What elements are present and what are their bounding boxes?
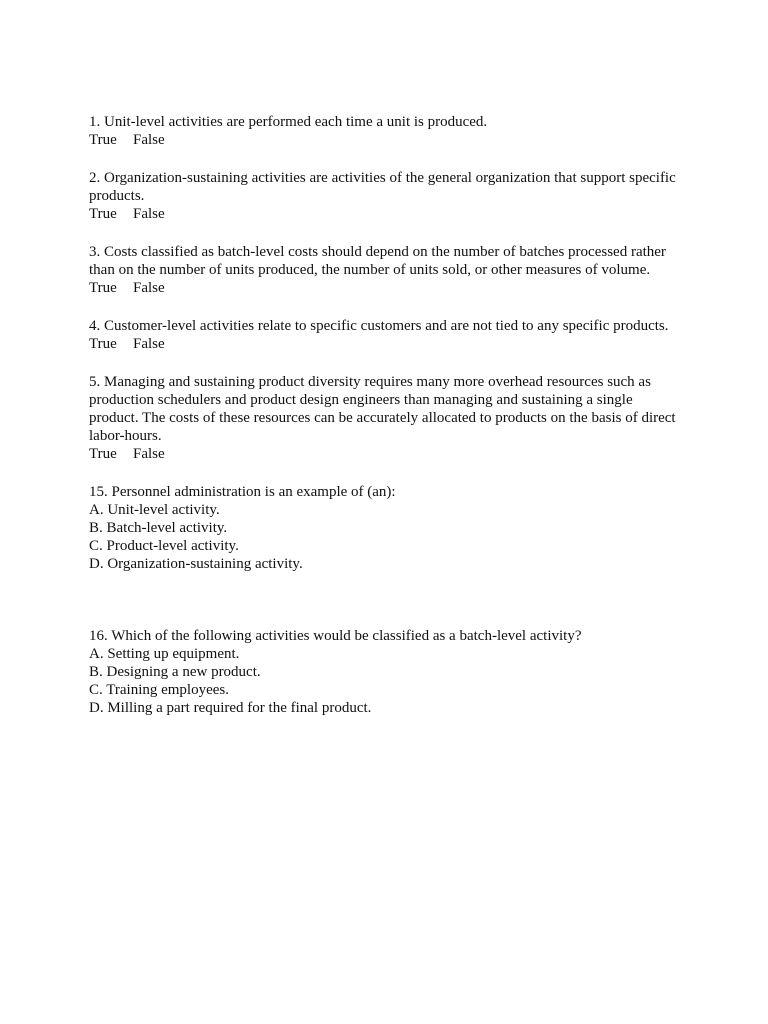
question-text-line: 3. Costs classified as batch-level costs should depend on the number of batches processed rather [89,244,666,260]
answer-option-a: A. Setting up equipment. [89,646,240,662]
tf-question-1 [89,113,689,149]
false-option: False [133,336,165,352]
answer-option-b: B. Designing a new product. [89,664,261,680]
true-false-options [89,445,689,463]
answer-option-c: C. Training employees. [89,682,230,698]
true-false-options [89,335,689,353]
question-text-line: product. The costs of these resources can be accurately allocated to products on the basis of direct [89,410,676,426]
answer-option-d: D. Organization-sustaining activity. [89,556,303,572]
tf-question-2 [89,169,689,223]
tf-question-4 [89,317,689,353]
true-false-options [89,279,689,297]
answer-option-a: A. Unit-level activity. [89,502,220,518]
question-text-line: labor-hours. [89,428,162,444]
true-option: True [89,446,117,462]
false-option: False [133,206,165,222]
mc-question-15 [89,483,689,573]
question-text-line: than on the number of units produced, the number of units sold, or other measures of volume. [89,262,651,278]
question-text-line: 5. Managing and sustaining product diversity requires many more overhead resources such as [89,374,651,390]
question-text-line: production schedulers and product design engineers than managing and sustaining a single [89,392,633,408]
question-stem: 16. Which of the following activities would be classified as a batch-level activity? [89,628,582,644]
true-false-options [89,205,689,223]
answer-option-d: D. Milling a part required for the final product. [89,700,372,716]
true-option: True [89,206,117,222]
answer-option-c: C. Product-level activity. [89,538,239,554]
mc-question-16 [89,627,689,717]
answer-option-b: B. Batch-level activity. [89,520,228,536]
question-stem: 15. Personnel administration is an example of (an): [89,484,396,500]
question-text-line: 1. Unit-level activities are performed each time a unit is produced. [89,114,488,130]
tf-question-3 [89,243,689,297]
true-option: True [89,280,117,296]
false-option: False [133,280,165,296]
question-text-line: 2. Organization-sustaining activities are activities of the general organization that support specific [89,170,676,186]
question-text-line: products. [89,188,145,204]
true-option: True [89,336,117,352]
tf-question-5 [89,373,689,463]
true-option: True [89,132,117,148]
false-option: False [133,446,165,462]
false-option: False [133,132,165,148]
true-false-options [89,131,689,149]
question-text-line: 4. Customer-level activities relate to specific customers and are not tied to any specific products. [89,318,669,334]
